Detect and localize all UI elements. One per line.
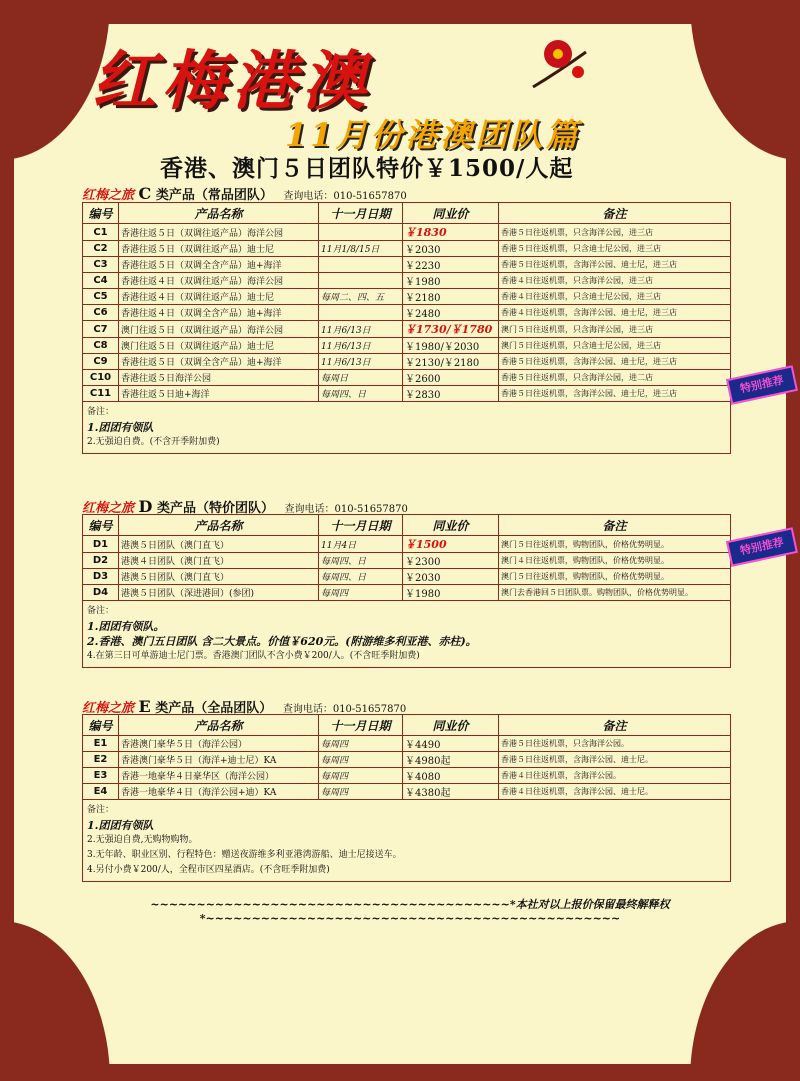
cell-code: C11 xyxy=(83,386,119,402)
cell-price: ￥2130/￥2180 xyxy=(403,354,499,370)
table-row xyxy=(83,752,731,768)
cell-price: ￥4080 xyxy=(403,768,499,784)
cell-note: 澳门去香港回５日团队票。购物团队，价格优势明显。 xyxy=(499,585,731,601)
cell-note: 澳门５日往返机票，购物团队，价格优势明显。 xyxy=(499,536,731,553)
table-header-row: 编号 产品名称 十一月日期 同业价 备注 xyxy=(83,515,731,536)
cell-price: ￥1830 xyxy=(403,224,499,241)
cell-date: 11月4日 xyxy=(319,536,403,553)
cell-price: ￥2300 xyxy=(403,553,499,569)
cell-code: C10 xyxy=(83,370,119,386)
cell-date xyxy=(319,224,403,241)
cell-date: 每周四 xyxy=(319,736,403,752)
cell-note: 澳门５日往返机票，购物团队，价格优势明显。 xyxy=(499,569,731,585)
cell-code: E1 xyxy=(83,736,119,752)
table-row xyxy=(83,241,731,257)
table-header-row: 编号 产品名称 十一月日期 同业价 备注 xyxy=(83,203,731,224)
cell-date: 每周四 xyxy=(319,784,403,800)
cell-note: 香港４日往返机票，只含海洋公园，进三店 xyxy=(499,273,731,289)
table-row xyxy=(83,768,731,784)
table-row xyxy=(83,553,731,569)
cell-code: D1 xyxy=(83,536,119,553)
cell-price: ￥1980/￥2030 xyxy=(403,338,499,354)
cell-price: ￥2600 xyxy=(403,370,499,386)
cell-name: 香港往返４日（双调往返产品）海洋公园 xyxy=(119,273,319,289)
cell-name: 香港往返５日（双调往返产品）迪士尼 xyxy=(119,241,319,257)
section-d-table xyxy=(82,514,731,668)
cell-note: 香港５日往返机票，含海洋公园、迪士尼，进三店 xyxy=(499,386,731,402)
cell-code: E3 xyxy=(83,768,119,784)
cell-name: 港澳４日团队（澳门直飞） xyxy=(119,553,319,569)
table-row xyxy=(83,536,731,553)
cell-price: ￥2230 xyxy=(403,257,499,273)
cell-code: E4 xyxy=(83,784,119,800)
cell-name: 港澳５日团队（澳门直飞） xyxy=(119,536,319,553)
cell-note: 香港５日往返机票，只含海洋公园。 xyxy=(499,736,731,752)
cell-name: 香港往返５日迪+海洋 xyxy=(119,386,319,402)
cell-price: ￥2480 xyxy=(403,305,499,321)
cell-name: 香港往返５日（双调往返产品）海洋公园 xyxy=(119,224,319,241)
cell-name: 香港澳门豪华５日（海洋公园） xyxy=(119,736,319,752)
notes-row: 备注： 1.团团有领队 2.无强迫自费,无购物购物。 3.无年龄、职业区别、行程特色：赠送夜游维多利亚港湾游船、迪士尼接送车。 4.另付小费￥200/人，全程市区四星酒店。(不含旺季附加费) xyxy=(83,800,731,882)
cell-name: 香港一地豪华４日（海洋公园+迪）KA xyxy=(119,784,319,800)
table-row xyxy=(83,224,731,241)
cell-code: C3 xyxy=(83,257,119,273)
table-header-row: 编号 产品名称 十一月日期 同业价 备注 xyxy=(83,715,731,736)
cell-note: 澳门４日往返机票，购物团队，价格优势明显。 xyxy=(499,553,731,569)
page-subtitle: 11月份港澳团队篇 xyxy=(285,116,581,154)
cell-name: 香港往返５日（双调全含产品）迪+海洋 xyxy=(119,354,319,370)
cell-date: 每周二、四、五 xyxy=(319,289,403,305)
cell-date: 11月6/13日 xyxy=(319,354,403,370)
cell-name: 香港澳门豪华５日（海洋+迪士尼）KA xyxy=(119,752,319,768)
plum-blossom-icon xyxy=(528,32,588,92)
table-row xyxy=(83,354,731,370)
cell-code: C7 xyxy=(83,321,119,338)
cell-date: 11月6/13日 xyxy=(319,321,403,338)
headline: 香港、澳门５日团队特价￥1500/人起 xyxy=(160,155,574,182)
cell-code: C5 xyxy=(83,289,119,305)
cell-note: 香港４日往返机票，含海洋公园、迪士尼，进三店 xyxy=(499,305,731,321)
cell-date: 每周日 xyxy=(319,370,403,386)
table-row xyxy=(83,386,731,402)
table-row xyxy=(83,305,731,321)
cell-name: 香港往返４日（双调往返产品）迪士尼 xyxy=(119,289,319,305)
section-d-title: 红梅之旅 D 类产品（特价团队） 查询电话：010-51657870 xyxy=(82,497,408,516)
cell-code: C4 xyxy=(83,273,119,289)
cell-date xyxy=(319,273,403,289)
cell-date: 每周四、日 xyxy=(319,553,403,569)
cell-note: 香港５日往返机票，含海洋公园、迪士尼。 xyxy=(499,752,731,768)
cell-code: D2 xyxy=(83,553,119,569)
cell-date xyxy=(319,257,403,273)
cell-note: 香港５日往返机票，只含海洋公园，进三店 xyxy=(499,224,731,241)
cell-date: 每周四、日 xyxy=(319,386,403,402)
cell-name: 港澳５日团队（深进港回）(参团) xyxy=(119,585,319,601)
cell-price: ￥2030 xyxy=(403,241,499,257)
cell-note: 香港５日往返机票，只含海洋公园，进二店 xyxy=(499,370,731,386)
cell-code: E2 xyxy=(83,752,119,768)
table-row xyxy=(83,784,731,800)
cell-price: ￥2830 xyxy=(403,386,499,402)
special-badge: 特别推荐 xyxy=(726,527,798,567)
cell-price: ￥1980 xyxy=(403,273,499,289)
cell-price: ￥2180 xyxy=(403,289,499,305)
table-row xyxy=(83,585,731,601)
cell-name: 香港往返４日（双调全含产品）迪+海洋 xyxy=(119,305,319,321)
cell-code: C2 xyxy=(83,241,119,257)
section-e-title: 红梅之旅 E 类产品（全品团队） 查询电话：010-51657870 xyxy=(82,697,407,716)
cell-date: 每周四 xyxy=(319,585,403,601)
cell-note: 香港４日往返机票，含海洋公园。 xyxy=(499,768,731,784)
special-badge: 特别推荐 xyxy=(726,365,798,405)
cell-price: ￥1500 xyxy=(403,536,499,553)
cell-date: 11月1/8/15日 xyxy=(319,241,403,257)
cell-date xyxy=(319,305,403,321)
section-e-table xyxy=(82,714,731,882)
table-row xyxy=(83,569,731,585)
notes-row: 备注： 1.团团有领队。 2.香港、澳门五日团队 含二大景点。价值￥620元。(附游维多利亚港、赤柱)。 4.在第三日可单游迪士尼门票。香港澳门团队不含小费￥200/人。(不含旺季附加费) xyxy=(83,601,731,668)
cell-note: 香港４日往返机票，含海洋公园、迪士尼。 xyxy=(499,784,731,800)
cell-note: 香港５日往返机票，只含迪士尼公园，进三店 xyxy=(499,241,731,257)
table-row xyxy=(83,736,731,752)
cell-name: 港澳５日团队（澳门直飞） xyxy=(119,569,319,585)
cell-name: 澳门往返５日（双调往返产品）迪士尼 xyxy=(119,338,319,354)
table-row xyxy=(83,273,731,289)
cell-note: 澳门５日往返机票，只含迪士尼公园，进三店 xyxy=(499,338,731,354)
cell-date: 每周四、日 xyxy=(319,569,403,585)
cell-date: 11月6/13日 xyxy=(319,338,403,354)
cell-name: 香港往返５日（双调全含产品）迪+海洋 xyxy=(119,257,319,273)
cell-price: ￥1980 xyxy=(403,585,499,601)
notes-row: 备注： 1.团团有领队 2.无强迫自费。(不含开季附加费) xyxy=(83,402,731,454)
table-row xyxy=(83,370,731,386)
cell-price: ￥1730/￥1780 xyxy=(403,321,499,338)
cell-name: 澳门往返５日（双调往返产品）海洋公园 xyxy=(119,321,319,338)
cell-name: 香港一地豪华４日豪华区（海洋公园） xyxy=(119,768,319,784)
cell-code: C8 xyxy=(83,338,119,354)
cell-date: 每周四 xyxy=(319,752,403,768)
footer-disclaimer: ~~~~~~~~~~~~~~~~~~~~~~~~~~~~~~~~~~~~~~~*本社对以上报价保留最终解释权*~~~~~~~~~~~~~~~~~~~~~~~~~~~~~~~~~~~~~~~~~~~~~ xyxy=(150,898,670,925)
table-row xyxy=(83,321,731,338)
cell-price: ￥2030 xyxy=(403,569,499,585)
cell-note: 澳门５日往返机票，只含海洋公园，进三店 xyxy=(499,321,731,338)
cell-code: D3 xyxy=(83,569,119,585)
cell-code: C6 xyxy=(83,305,119,321)
cell-price: ￥4980起 xyxy=(403,752,499,768)
table-row xyxy=(83,338,731,354)
cell-date: 每周四 xyxy=(319,768,403,784)
table-row xyxy=(83,289,731,305)
brand-title: 红梅港澳 xyxy=(92,44,372,119)
cell-price: ￥4380起 xyxy=(403,784,499,800)
section-c-title: 红梅之旅 C 类产品（常品团队） 查询电话：010-51657870 xyxy=(82,184,407,203)
section-c-table xyxy=(82,202,731,454)
cell-code: D4 xyxy=(83,585,119,601)
table-row xyxy=(83,257,731,273)
cell-name: 香港往返５日海洋公园 xyxy=(119,370,319,386)
cell-price: ￥4490 xyxy=(403,736,499,752)
cell-note: 香港５日往返机票，含海洋公园、迪士尼，进三店 xyxy=(499,257,731,273)
cell-note: 香港４日往返机票，只含迪士尼公园，进三店 xyxy=(499,289,731,305)
cell-code: C1 xyxy=(83,224,119,241)
cell-note: 香港５日往返机票，含海洋公园、迪士尼，进三店 xyxy=(499,354,731,370)
cell-code: C9 xyxy=(83,354,119,370)
